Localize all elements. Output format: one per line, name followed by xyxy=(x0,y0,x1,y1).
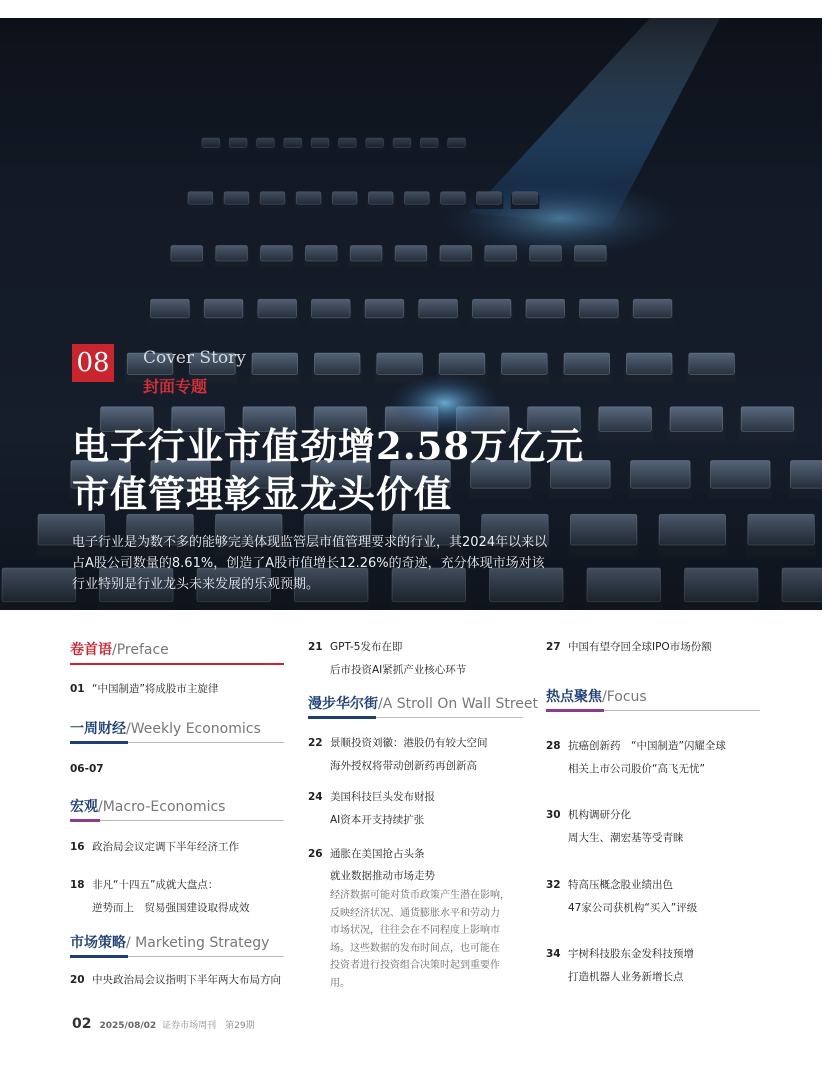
page-number: 02 xyxy=(72,1016,92,1032)
section-macro-economics xyxy=(70,796,284,821)
toc-entry[interactable]: 32 特高压概念股业绩出色 47家公司获机构“买入”评级 xyxy=(546,879,698,914)
toc-entry[interactable]: 22 景顺投资刘徽：港股仍有较大空间 海外授权将带动创新药再创新高 xyxy=(308,737,488,772)
section-heading[interactable]: 漫步华尔街/A Stroll On Wall Street xyxy=(308,696,539,712)
cover-story-label-cn: 封面专题 xyxy=(143,377,208,396)
toc-entry[interactable]: 01 “中国制造”将成股市主旋律 xyxy=(70,683,219,695)
toc-entry[interactable]: 21 GPT-5发布在即 后市投资AI紧抓产业核心环节 xyxy=(308,641,467,676)
section-divider xyxy=(308,717,523,718)
section-heading[interactable]: 热点聚焦/Focus xyxy=(546,689,647,705)
toc-entry[interactable]: 18 非凡“十四五”成就大盘点： 逆势而上 贸易强国建设取得成效 xyxy=(70,879,250,914)
issue-date: 2025/08/02 xyxy=(99,1021,157,1031)
cover-headline[interactable] xyxy=(72,422,584,518)
entry-summary-line: 市场状况，往往会在不同程度上影响市 xyxy=(330,925,500,936)
entry-summary-line: 经济数据可能对货币政策产生潜在影响， xyxy=(330,890,510,901)
section-heading[interactable]: 宏观/Macro-Economics xyxy=(70,799,226,815)
entry-summary-line: 场。这些数据的发布时间点，也可能在 xyxy=(330,942,500,954)
section-divider xyxy=(70,742,284,743)
section-heading[interactable]: 市场策略/ Marketing Strategy xyxy=(70,935,270,951)
section-divider xyxy=(70,956,284,957)
section-heading[interactable]: 卷首语/Preface xyxy=(70,642,169,658)
toc-entry[interactable]: 16 政治局会议定调下半年经济工作 xyxy=(70,841,239,853)
headline-line-2: 市值管理彰显龙头价值 xyxy=(72,472,452,516)
section-wall-street xyxy=(308,693,539,718)
page-footer xyxy=(72,1016,255,1032)
toc-entry[interactable]: 34 宇树科技股东金发科技预增 打造机器人业务新增长点 xyxy=(546,948,694,983)
section-weekly-economics xyxy=(70,718,284,743)
section-divider xyxy=(70,663,284,664)
toc-entry[interactable]: 06-07 xyxy=(70,763,104,775)
headline-line-1: 电子行业市值劲增2.58万亿元 xyxy=(72,424,585,468)
section-focus xyxy=(546,686,760,711)
section-divider xyxy=(546,710,760,711)
cover-hero xyxy=(0,18,822,610)
toc-entry[interactable]: 30 机构调研分化 周大生、潮宏基等受青睐 xyxy=(546,809,684,844)
toc-entry[interactable]: 28 抗癌创新药 “中国制造”闪耀全球 相关上市公司股价“高飞无忧” xyxy=(546,740,726,775)
journal-name: 证券市场周刊 第29期 xyxy=(162,1021,255,1031)
toc-entry[interactable]: 27 中国有望夺回全球IPO市场份额 xyxy=(546,641,712,653)
entry-summary-line: 反映经济状况、通货膨胀水平和劳动力 xyxy=(330,907,500,919)
toc-entry[interactable]: 26 通胀在美国抢占头条 就业数据推动市场走势 经济数据可能对货币政策产生潜在影响， 反映经济状况、通货膨胀水平和劳动力 市场状况，往往会在不同程度上影响市 场。这些数据的发布时间点，也可能在 投资者进行投资组合决策时起到重要作 用。 xyxy=(308,843,523,992)
section-marketing-strategy xyxy=(70,932,284,957)
cover-description: 电子行业是为数不多的能够完美体现监管层市值管理要求的行业，其2024年以来以占A股公司数量的8.61%，创造了A股市值增长12.26%的奇迹，充分体现市场对该行业特别是行业龙头未来发展的乐观预期。 xyxy=(72,535,548,592)
chip-array-illustration xyxy=(0,18,822,610)
section-heading[interactable]: 一周财经/Weekly Economics xyxy=(70,721,261,737)
section-divider xyxy=(70,820,284,821)
toc-entry[interactable]: 24 美国科技巨头发布财报 AI资本开支持续扩张 xyxy=(308,791,435,826)
entry-summary-line: 用。 xyxy=(330,977,350,989)
cover-story-label: Cover Story xyxy=(143,348,246,368)
entry-summary-line: 投资者进行投资组合决策时起到重要作 xyxy=(330,960,500,971)
toc-entry[interactable]: 20 中央政治局会议指明下半年两大布局方向 xyxy=(70,974,281,986)
section-preface xyxy=(70,639,284,664)
story-number-badge: 08 xyxy=(72,344,114,382)
